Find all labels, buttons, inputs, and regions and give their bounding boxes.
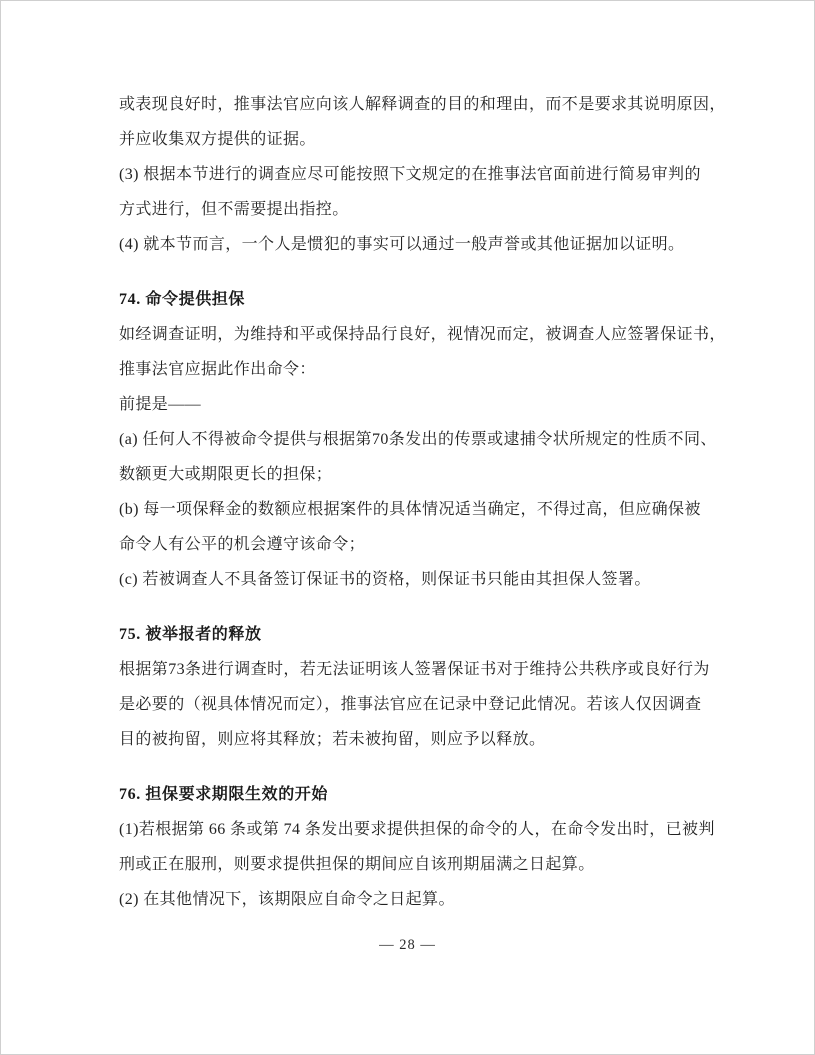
document-body [119,87,726,917]
paragraph-block [119,87,726,262]
paragraph-block [119,652,719,757]
text-line: 并应收集双方提供的证据。 [119,131,316,148]
text-line: (c) 若被调查人不具备签订保证书的资格，则保证书只能由其担保人签署。 [119,571,651,588]
text-line: 推事法官应据此作出命令： [119,361,316,378]
section-heading: 75. 被举报者的释放 [119,626,262,643]
text-line: (b) 每一项保释金的数额应根据案件的具体情况适当确定，不得过高，但应确保被 [119,501,701,518]
text-line: (4) 就本节而言，一个人是惯犯的事实可以通过一般声誉或其他证据加以证明。 [119,236,685,253]
paragraph-block [119,812,719,917]
text-line: 方式进行，但不需要提出指控。 [119,201,349,218]
text-line: 根据第73条进行调查时，若无法证明该人签署保证书对于维持公共秩序或良好行为 [119,661,710,678]
text-line: 命令人有公平的机会遵守该命令； [119,536,366,553]
text-line: 前提是—— [119,396,202,413]
section-heading: 74. 命令提供担保 [119,291,246,308]
page-number: — 28 — [379,937,436,953]
text-line: (a) 任何人不得被命令提供与根据第70条发出的传票或逮捕令状所规定的性质不同、 [119,431,717,448]
text-line: 刑或正在服刑，则要求提供担保的期间应自该刑期届满之日起算。 [119,856,595,873]
text-line: 或表现良好时，推事法官应向该人解释调查的目的和理由，而不是要求其说明原因， [119,96,726,113]
text-line: 数额更大或期限更长的担保； [119,466,333,483]
text-line: (2) 在其他情况下，该期限应自命令之日起算。 [119,891,455,908]
text-line: (1)若根据第 66 条或第 74 条发出要求提供担保的命令的人，在命令发出时，已被判 [119,821,715,838]
text-line: 是必要的（视具体情况而定），推事法官应在记录中登记此情况。若该人仅因调查 [119,696,702,713]
paragraph-block [119,317,726,597]
text-line: 如经调查证明，为维持和平或保持品行良好，视情况而定，被调查人应签署保证书， [119,326,726,343]
text-line: 目的被拘留，则应将其释放；若未被拘留，则应予以释放。 [119,731,546,748]
text-line: (3) 根据本节进行的调查应尽可能按照下文规定的在推事法官面前进行简易审判的 [119,166,701,183]
section-heading: 76. 担保要求期限生效的开始 [119,786,329,803]
